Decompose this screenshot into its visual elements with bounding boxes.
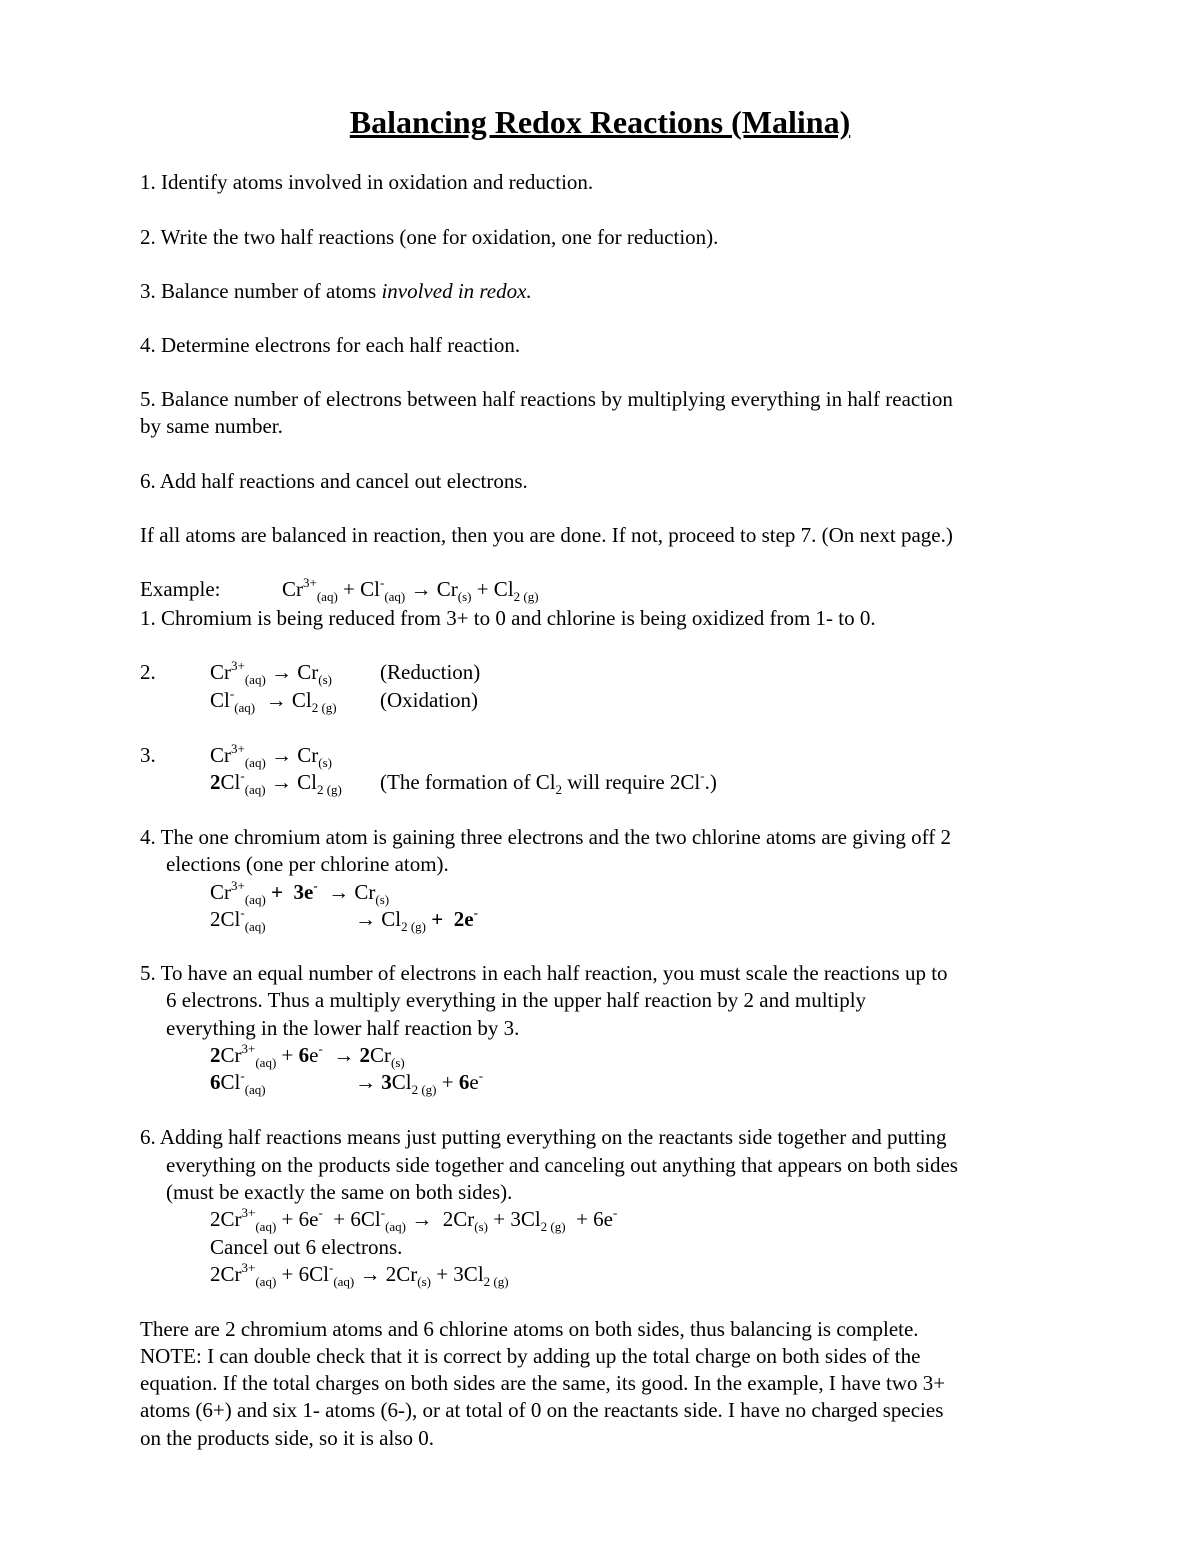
formation-close: .) xyxy=(704,770,717,794)
example-step-6-cont-1: everything on the products side together and canceling out anything that appears on both sides xyxy=(166,1153,958,1177)
example-step-5: 5. To have an equal number of electrons in each half reaction, you must scale the reactions up to xyxy=(140,961,948,985)
formation-end: will require 2Cl xyxy=(562,770,701,794)
step-3 xyxy=(140,279,532,303)
formation-text: (The formation of Cl xyxy=(380,770,556,794)
step-5-cont: by same number. xyxy=(140,414,283,438)
step-6: 6. Add half reactions and cancel out electrons. xyxy=(140,469,528,493)
conclusion-line-1: There are 2 chromium atoms and 6 chlorine atoms on both sides, thus balancing is complete. xyxy=(140,1317,919,1341)
step-5: 5. Balance number of electrons between half reactions by multiplying everything in half reaction xyxy=(140,387,953,411)
scaled-cl-products: → $3Cl_{2 (g)} + 6e^-$ xyxy=(355,1068,484,1097)
electrons-cl: $2Cl^-_{(aq)}$ xyxy=(210,905,266,934)
combined-equation: $2Cr^{3+}_{(aq)} + 6e^- + 6Cl^-_{(aq)} \to 2Cr_{(s)} + 3Cl_{2 (g)} + 6e^-$ xyxy=(210,1205,618,1234)
example-step-6-cont-2: (must be exactly the same on both sides). xyxy=(166,1180,513,1204)
example-step-1: 1. Chromium is being reduced from 3+ to 0 and chlorine is being oxidized from 1- to 0. xyxy=(140,606,876,630)
conclusion-line-5: on the products side, so it is also 0. xyxy=(140,1426,434,1450)
if-all-note: If all atoms are balanced in reaction, then you are done. If not, proceed to step 7. (On next page.) xyxy=(140,523,953,547)
half-reaction-reduction: $Cr^{3+}_{(aq)} \to Cr_{(s)}$ xyxy=(210,658,332,687)
cancel-note: Cancel out 6 electrons. xyxy=(210,1235,403,1259)
example-step-4-cont: elections (one per chlorine atom). xyxy=(166,852,449,876)
step-1: 1. Identify atoms involved in oxidation and reduction. xyxy=(140,170,594,194)
example-label: Example: xyxy=(140,577,221,601)
final-equation: $2Cr^{3+}_{(aq)} + 6Cl^-_{(aq)} \to 2Cr_{(s)} + 3Cl_{2 (g)}$ xyxy=(210,1260,509,1289)
electrons-cr: $Cr^{3+}_{(aq)} + 3e^- \to Cr_{(s)}$ xyxy=(210,878,390,907)
conclusion-line-3: equation. If the total charges on both sides are the same, its good. In the example, I have two 3+ xyxy=(140,1371,946,1395)
example-step-3-number: 3. xyxy=(140,743,156,767)
electrons-cl-products: → $Cl_{2 (g)} + 2e^-$ xyxy=(355,905,478,934)
formation-note: (The formation of $Cl_2$ will require 2Cl-.) xyxy=(380,768,717,797)
reduction-label: (Reduction) xyxy=(380,660,481,684)
step-4: 4. Determine electrons for each half reaction. xyxy=(140,333,521,357)
conclusion-line-4: atoms (6+) and six 1- atoms (6-), or at total of 0 on the reactants side. I have no charged species xyxy=(140,1398,944,1422)
example-step-5-cont-1: 6 electrons. Thus a multiply everything in the upper half reaction by 2 and multiply xyxy=(166,988,867,1012)
scaled-cl: $6Cl^-_{(aq)}$ xyxy=(210,1068,266,1097)
step-3-italic: involved in redox. xyxy=(381,279,532,303)
step-3-text: 3. Balance number of atoms xyxy=(140,279,382,303)
oxidation-label: (Oxidation) xyxy=(380,688,478,712)
conclusion-line-2: NOTE: I can double check that it is correct by adding up the total charge on both sides of the xyxy=(140,1344,921,1368)
page-title: Balancing Redox Reactions (Malina) xyxy=(349,104,851,140)
half-reaction-oxidation: $Cl^-_{(aq)} \to Cl_{2 (g)}$ xyxy=(210,686,337,715)
scaled-cr: $2Cr^{3+}_{(aq)} + 6e^- \to 2Cr_{(s)}$ xyxy=(210,1041,405,1070)
step-2: 2. Write the two half reactions (one for oxidation, one for reduction). xyxy=(140,225,719,249)
example-step-2-number: 2. xyxy=(140,660,156,684)
balanced-cl: $2Cl^-_{(aq)} \to Cl_{2 (g)}$ xyxy=(210,768,342,797)
example-step-4: 4. The one chromium atom is gaining three electrons and the two chlorine atoms are giving off 2 xyxy=(140,825,952,849)
example-equation: $Cr^{3+}_{(aq)} + Cl^-_{(aq)} \to Cr_{(s)} + Cl_{2 (g)}$ xyxy=(282,575,539,604)
balanced-cr: $Cr^{3+}_{(aq)} \to Cr_{(s)}$ xyxy=(210,741,332,770)
example-step-6: 6. Adding half reactions means just putting everything on the reactants side together and putting xyxy=(140,1125,947,1149)
example-step-5-cont-2: everything in the lower half reaction by 3. xyxy=(166,1016,520,1040)
